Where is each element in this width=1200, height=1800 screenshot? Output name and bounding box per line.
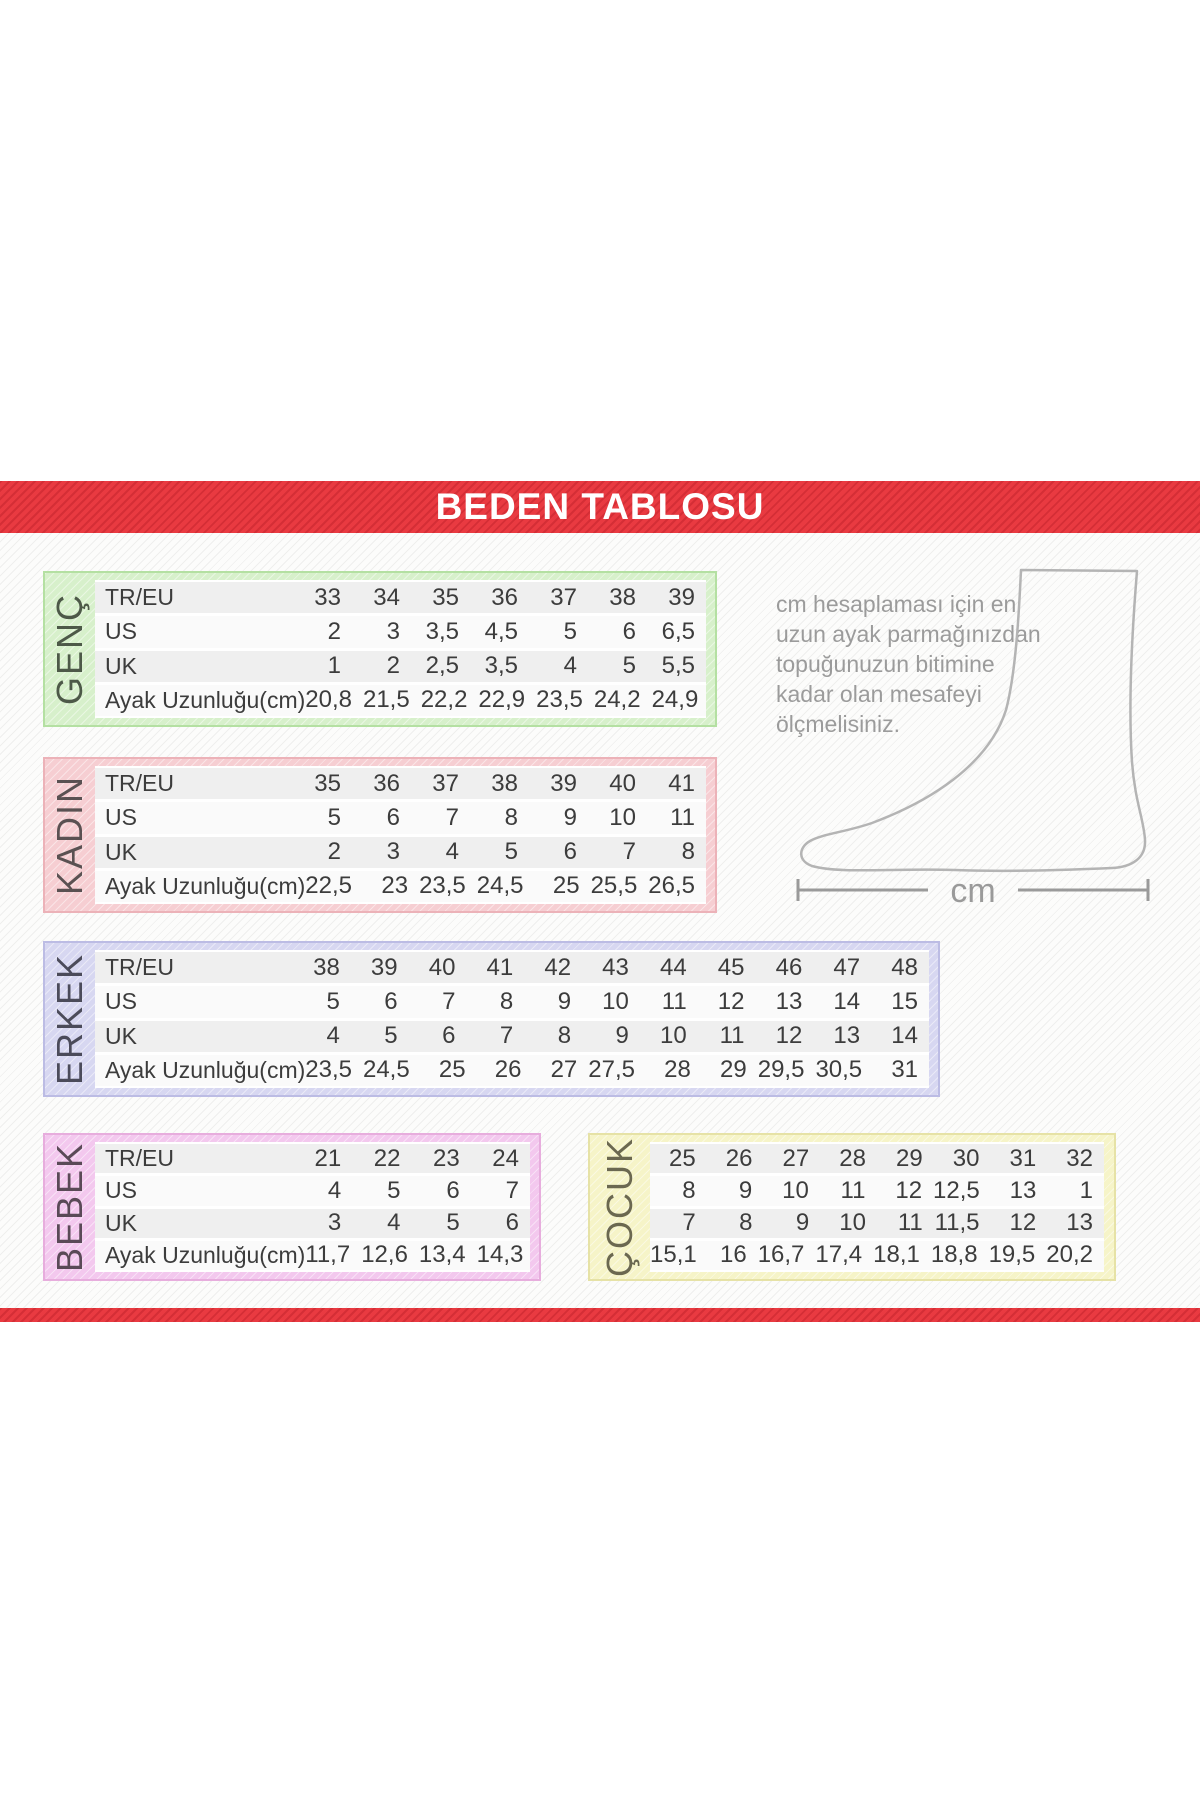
size-value-cell: 24,5 bbox=[362, 1056, 410, 1084]
size-value-cell: 39 bbox=[550, 769, 577, 797]
size-value-cell: 7 bbox=[442, 987, 456, 1015]
size-value-cell: 27 bbox=[550, 1056, 578, 1084]
size-value-cell: 41 bbox=[668, 769, 695, 797]
size-value-cell: 8 bbox=[557, 1022, 572, 1050]
size-value-cell: 12 bbox=[1009, 1209, 1037, 1237]
table-row bbox=[95, 802, 706, 833]
size-table-erkek bbox=[43, 941, 940, 1097]
table-label-text: ÇOCUK bbox=[599, 1136, 641, 1278]
size-value-cell: 11 bbox=[661, 987, 687, 1015]
size-value-cell: 4 bbox=[327, 1176, 342, 1204]
table-row bbox=[650, 1241, 1104, 1270]
instruction-line: kadar olan mesafeyi bbox=[776, 681, 982, 707]
size-value-cell: 31 bbox=[891, 1056, 919, 1084]
size-value-cell: 12 bbox=[775, 1022, 803, 1050]
size-table-cocuk bbox=[588, 1133, 1116, 1281]
table-label-text: KADIN bbox=[49, 774, 90, 896]
size-value-cell: 30,5 bbox=[815, 1056, 863, 1084]
size-value-cell: 22,2 bbox=[420, 686, 468, 714]
size-value-cell: 36 bbox=[373, 769, 400, 797]
size-value-cell: 9 bbox=[557, 987, 572, 1015]
size-value-cell: 7 bbox=[499, 1022, 514, 1050]
size-value-cell: 3 bbox=[386, 838, 400, 866]
size-value-cell: 18,8 bbox=[930, 1241, 978, 1269]
size-value-cell: 22,5 bbox=[305, 872, 352, 900]
size-value-cell: 12,5 bbox=[933, 1176, 980, 1204]
size-value-cell: 38 bbox=[313, 953, 340, 981]
table-row bbox=[95, 685, 706, 716]
size-value-cell: 21,5 bbox=[362, 686, 410, 714]
table-label-kadin bbox=[45, 759, 95, 911]
size-value-cell: 42 bbox=[544, 953, 572, 981]
size-value-cell: 47 bbox=[833, 953, 861, 981]
size-value-cell: 25 bbox=[438, 1056, 466, 1084]
cm-label: cm bbox=[950, 872, 996, 910]
size-value-cell: 14,3 bbox=[476, 1241, 524, 1269]
size-value-cell: 2 bbox=[386, 652, 400, 680]
row-header: UK bbox=[105, 652, 137, 679]
instruction-line: cm hesaplaması için en bbox=[776, 591, 1017, 617]
row-header: TR/EU bbox=[105, 1145, 174, 1172]
size-value-cell: 44 bbox=[659, 953, 687, 981]
row-header: Ayak Uzunluğu(cm) bbox=[105, 1241, 306, 1268]
size-value-cell: 45 bbox=[717, 953, 745, 981]
table-row bbox=[650, 1209, 1104, 1238]
size-value-cell: 23,5 bbox=[536, 686, 583, 714]
table-row bbox=[95, 616, 706, 647]
table-body-bebek bbox=[95, 1142, 530, 1272]
table-row bbox=[95, 768, 706, 799]
size-value-cell: 23 bbox=[381, 872, 409, 900]
size-value-cell: 6 bbox=[622, 617, 636, 645]
table-row bbox=[650, 1144, 1104, 1173]
size-value-cell: 27 bbox=[782, 1144, 810, 1172]
size-value-cell: 11 bbox=[719, 1022, 745, 1050]
title-bar bbox=[0, 481, 1200, 533]
table-row bbox=[95, 1209, 530, 1238]
size-value-cell: 26 bbox=[494, 1056, 522, 1084]
table-row bbox=[650, 1176, 1104, 1205]
instruction-line: ölçmelisiniz. bbox=[776, 711, 900, 737]
table-body-kadin bbox=[95, 766, 706, 904]
size-value-cell: 8 bbox=[682, 1176, 696, 1204]
size-value-cell: 3 bbox=[386, 617, 400, 645]
size-value-cell: 34 bbox=[373, 583, 400, 611]
size-value-cell: 13 bbox=[1009, 1176, 1037, 1204]
table-row bbox=[95, 1176, 530, 1205]
size-value-cell: 5 bbox=[504, 838, 518, 866]
size-value-cell: 43 bbox=[602, 953, 629, 981]
row-header: US bbox=[105, 804, 137, 831]
size-value-cell: 4 bbox=[326, 1022, 340, 1050]
size-value-cell: 22,9 bbox=[478, 686, 526, 714]
size-value-cell: 30 bbox=[952, 1144, 980, 1172]
size-value-cell: 11,5 bbox=[934, 1209, 980, 1237]
size-value-cell: 7 bbox=[505, 1176, 519, 1204]
size-value-cell: 7 bbox=[622, 838, 636, 866]
size-value-cell: 21 bbox=[314, 1144, 342, 1172]
size-value-cell: 9 bbox=[738, 1176, 753, 1204]
size-value-cell: 11 bbox=[897, 1209, 923, 1237]
size-value-cell: 5 bbox=[387, 1176, 401, 1204]
row-header: TR/EU bbox=[105, 584, 174, 611]
size-value-cell: 8 bbox=[499, 987, 514, 1015]
size-table-bebek bbox=[43, 1133, 541, 1281]
size-value-cell: 16 bbox=[719, 1241, 747, 1269]
size-value-cell: 15,1 bbox=[650, 1241, 697, 1269]
size-value-cell: 18,1 bbox=[873, 1241, 920, 1269]
instruction-line: uzun ayak parmağınızdan bbox=[776, 621, 1041, 647]
size-value-cell: 23 bbox=[433, 1144, 460, 1172]
table-row bbox=[95, 871, 706, 902]
size-value-cell: 6 bbox=[386, 803, 400, 831]
size-value-cell: 28 bbox=[839, 1144, 866, 1172]
table-row bbox=[95, 582, 706, 613]
size-value-cell: 5 bbox=[622, 652, 636, 680]
size-value-cell: 13 bbox=[833, 1022, 861, 1050]
size-value-cell: 16,7 bbox=[757, 1241, 805, 1269]
size-value-cell: 10 bbox=[602, 987, 629, 1015]
row-header: UK bbox=[105, 1022, 137, 1049]
table-row bbox=[95, 952, 929, 983]
size-value-cell: 9 bbox=[615, 1022, 629, 1050]
size-value-cell: 5 bbox=[384, 1022, 398, 1050]
size-value-cell: 8 bbox=[681, 838, 695, 866]
size-value-cell: 6 bbox=[563, 838, 577, 866]
size-value-cell: 38 bbox=[609, 583, 636, 611]
table-body-cocuk bbox=[650, 1142, 1104, 1272]
size-value-cell: 3 bbox=[327, 1209, 342, 1237]
size-value-cell: 10 bbox=[782, 1176, 809, 1204]
size-value-cell: 2 bbox=[327, 838, 341, 866]
instruction-line: topuğunuzun bitimine bbox=[776, 651, 995, 677]
row-header: Ayak Uzunluğu(cm) bbox=[105, 686, 306, 713]
size-value-cell: 35 bbox=[432, 583, 459, 611]
size-value-cell: 6 bbox=[446, 1176, 460, 1204]
page-title: BEDEN TABLOSU bbox=[435, 486, 765, 527]
size-value-cell: 6 bbox=[384, 987, 398, 1015]
size-value-cell: 24,2 bbox=[593, 686, 641, 714]
table-row bbox=[95, 1055, 929, 1086]
bottom-red-bar bbox=[0, 1308, 1200, 1322]
size-value-cell: 12,6 bbox=[361, 1241, 408, 1269]
size-value-cell: 19,5 bbox=[988, 1241, 1036, 1269]
table-label-erkek bbox=[45, 943, 95, 1095]
size-value-cell: 5 bbox=[446, 1209, 460, 1237]
size-value-cell: 23,5 bbox=[305, 1056, 352, 1084]
size-value-cell: 37 bbox=[432, 769, 459, 797]
table-row bbox=[95, 651, 706, 682]
size-value-cell: 40 bbox=[609, 769, 636, 797]
row-header: Ayak Uzunluğu(cm) bbox=[105, 1056, 306, 1083]
size-value-cell: 5 bbox=[563, 617, 577, 645]
size-value-cell: 28 bbox=[664, 1056, 691, 1084]
size-value-cell: 4,5 bbox=[484, 617, 518, 645]
size-value-cell: 5 bbox=[326, 987, 340, 1015]
table-label-text: ERKEK bbox=[49, 952, 91, 1086]
size-value-cell: 1 bbox=[327, 652, 341, 680]
table-body-erkek bbox=[95, 950, 929, 1088]
size-value-cell: 13,4 bbox=[418, 1241, 466, 1269]
row-header: Ayak Uzunluğu(cm) bbox=[105, 872, 306, 899]
size-value-cell: 29 bbox=[896, 1144, 923, 1172]
size-value-cell: 32 bbox=[1066, 1144, 1093, 1172]
size-value-cell: 6 bbox=[505, 1209, 519, 1237]
size-value-cell: 25 bbox=[552, 872, 580, 900]
size-value-cell: 22 bbox=[373, 1144, 401, 1172]
size-value-cell: 39 bbox=[370, 953, 398, 981]
table-row bbox=[95, 1144, 530, 1173]
table-row bbox=[95, 986, 929, 1017]
table-label-text: BEBEK bbox=[49, 1141, 90, 1273]
size-value-cell: 14 bbox=[891, 1022, 918, 1050]
size-value-cell: 26 bbox=[725, 1144, 753, 1172]
size-value-cell: 15 bbox=[891, 987, 918, 1015]
size-value-cell: 4 bbox=[387, 1209, 401, 1237]
size-value-cell: 24 bbox=[492, 1144, 519, 1172]
size-value-cell: 24,9 bbox=[651, 686, 699, 714]
size-value-cell: 29 bbox=[720, 1056, 747, 1084]
size-value-cell: 39 bbox=[668, 583, 695, 611]
size-value-cell: 25 bbox=[669, 1144, 696, 1172]
size-value-cell: 36 bbox=[491, 583, 518, 611]
size-value-cell: 5,5 bbox=[661, 652, 695, 680]
size-value-cell: 4 bbox=[563, 652, 577, 680]
row-header: TR/EU bbox=[105, 770, 174, 797]
foot-illustration bbox=[770, 552, 1170, 912]
size-value-cell: 33 bbox=[314, 583, 341, 611]
size-value-cell: 9 bbox=[563, 803, 577, 831]
size-value-cell: 29,5 bbox=[757, 1056, 805, 1084]
size-value-cell: 13 bbox=[775, 987, 803, 1015]
row-header: US bbox=[105, 1177, 137, 1204]
size-value-cell: 20,2 bbox=[1046, 1241, 1093, 1269]
size-value-cell: 31 bbox=[1009, 1144, 1037, 1172]
size-value-cell: 11 bbox=[670, 803, 695, 831]
size-value-cell: 14 bbox=[833, 987, 861, 1015]
size-value-cell: 12 bbox=[717, 987, 745, 1015]
size-value-cell: 1 bbox=[1079, 1176, 1093, 1204]
size-value-cell: 41 bbox=[486, 953, 514, 981]
table-label-cocuk bbox=[590, 1135, 650, 1279]
size-value-cell: 40 bbox=[428, 953, 456, 981]
size-value-cell: 8 bbox=[504, 803, 518, 831]
size-value-cell: 3,5 bbox=[484, 652, 518, 680]
size-table-kadin bbox=[43, 757, 717, 913]
size-value-cell: 4 bbox=[445, 838, 459, 866]
size-value-cell: 10 bbox=[609, 803, 636, 831]
row-header: US bbox=[105, 988, 137, 1015]
size-value-cell: 12 bbox=[895, 1176, 923, 1204]
foot-outline bbox=[801, 570, 1145, 871]
row-header: TR/EU bbox=[105, 954, 174, 981]
size-value-cell: 2,5 bbox=[425, 652, 459, 680]
size-value-cell: 3,5 bbox=[425, 617, 459, 645]
size-table-genc bbox=[43, 571, 717, 727]
row-header: US bbox=[105, 618, 137, 645]
row-header: UK bbox=[105, 838, 137, 865]
table-row bbox=[95, 1021, 929, 1052]
size-value-cell: 17,4 bbox=[815, 1241, 863, 1269]
size-value-cell: 2 bbox=[327, 617, 341, 645]
table-label-bebek bbox=[45, 1135, 95, 1279]
size-value-cell: 27,5 bbox=[588, 1056, 635, 1084]
size-value-cell: 25,5 bbox=[590, 872, 638, 900]
size-value-cell: 6,5 bbox=[661, 617, 695, 645]
table-label-text: GENÇ bbox=[49, 592, 91, 706]
table-row bbox=[95, 1241, 530, 1270]
size-value-cell: 5 bbox=[327, 803, 341, 831]
size-value-cell: 7 bbox=[445, 803, 459, 831]
size-value-cell: 7 bbox=[682, 1209, 696, 1237]
size-value-cell: 48 bbox=[891, 953, 918, 981]
size-value-cell: 11,7 bbox=[305, 1241, 351, 1269]
size-value-cell: 20,8 bbox=[305, 686, 352, 714]
size-value-cell: 10 bbox=[659, 1022, 687, 1050]
size-value-cell: 46 bbox=[775, 953, 803, 981]
size-value-cell: 35 bbox=[314, 769, 341, 797]
size-value-cell: 13 bbox=[1066, 1209, 1093, 1237]
table-label-genc bbox=[45, 573, 95, 725]
size-value-cell: 38 bbox=[491, 769, 518, 797]
size-value-cell: 6 bbox=[442, 1022, 456, 1050]
size-value-cell: 37 bbox=[550, 583, 577, 611]
row-header: UK bbox=[105, 1209, 137, 1236]
size-value-cell: 8 bbox=[739, 1209, 753, 1237]
size-value-cell: 11 bbox=[840, 1176, 866, 1204]
table-body-genc bbox=[95, 580, 706, 718]
size-value-cell: 26,5 bbox=[648, 872, 696, 900]
size-value-cell: 9 bbox=[795, 1209, 810, 1237]
table-row bbox=[95, 837, 706, 868]
size-value-cell: 23,5 bbox=[419, 872, 466, 900]
size-value-cell: 24,5 bbox=[476, 872, 524, 900]
size-value-cell: 10 bbox=[839, 1209, 866, 1237]
